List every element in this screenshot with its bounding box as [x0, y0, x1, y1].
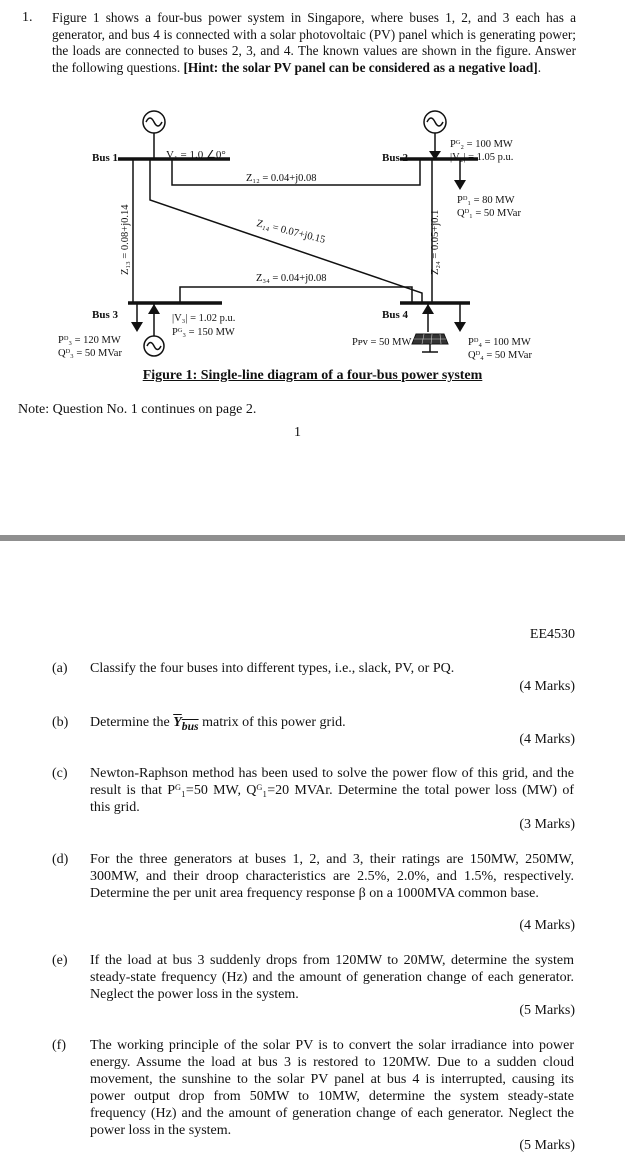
part-text: Classify the four buses into different types, i.e., slack, PV, or PQ. — [90, 661, 455, 676]
question-intro — [52, 10, 576, 76]
part-label: (b) — [52, 715, 69, 730]
load-3-arrow-icon — [131, 322, 143, 332]
continuation-note: Note: Question No. 1 continues on page 2. — [18, 402, 257, 417]
figure-caption: Figure 1: Single-line diagram of a four-bus power system — [142, 368, 483, 383]
bus-2-label: Bus 2 — [382, 152, 408, 164]
part-text-after: matrix of this power grid. — [198, 715, 346, 730]
z24-label: Z₂₄ = 0.05+j0.1 — [430, 209, 441, 275]
load-2-arrow-icon — [454, 180, 466, 190]
z13-label: Z₁₃ = 0.08+j0.14 — [120, 204, 131, 275]
marks-b: (4 Marks) — [519, 732, 575, 747]
gen3-arrow-icon — [148, 304, 160, 314]
bus-4-label: Bus 4 — [382, 309, 408, 321]
bus-1-label: Bus 1 — [92, 152, 118, 164]
question-number: 1. — [22, 10, 33, 25]
marks-c: (3 Marks) — [519, 817, 575, 832]
intro-hint: [Hint: the solar PV panel can be considered as a negative load] — [183, 59, 538, 75]
page-number: 1 — [294, 425, 301, 440]
pd1-label: Pᴰ₁ = 80 MW — [457, 195, 515, 206]
ppv-label: Pᴘᴠ = 50 MW — [352, 337, 412, 348]
pd4-label: Pᴰ₄ = 100 MW — [468, 337, 531, 348]
line-3-4 — [180, 287, 412, 303]
generator-3-sine-icon — [147, 343, 161, 350]
pv-arrow-icon — [422, 304, 434, 314]
part-label: (f) — [52, 1038, 66, 1053]
load-4-arrow-icon — [454, 322, 466, 332]
part-text: Newton-Raphson method has been used to solve the power flow of this grid, and the result is that Pᴳ₁=50 MW, Qᴳ₁=20 MVAr. Determine the total power loss (MW) of this grid. — [90, 766, 574, 815]
solar-panel-icon — [412, 334, 448, 352]
qd3-label: Qᴰ₃ = 50 MVar — [58, 348, 122, 359]
v3-label: |V₃| = 1.02 p.u. — [172, 313, 236, 324]
part-text: For the three generators at buses 1, 2, and 3, their ratings are 150MW, 250MW, 300MW, and their droop characteristics are 2.5%, 2.0%, and 1.5%, respectively. Determine the per unit area frequency response β on a 1000MVA common base. — [90, 852, 574, 901]
intro-text: Figure 1 shows a four-bus power system in Singapore, where buses 1, 2, and 3 each has a generator, and bus 4 is connected with a solar photovoltaic (PV) panel which is generating power; the loads are connected to buses 2, 3, and 4. The known values are shown in the figure. Answer the following questions. — [52, 10, 576, 75]
part-text: The working principle of the solar PV is to convert the solar irradiance into power energy. Assume the load at bus 3 is restored to 120MW. Due to a sudden cloud movement, the sunshine to the solar PV panel at bus 4 is interrupted, causing its power output drop from 50MW to 10MW, determine the system steady-state frequency (Hz) and the amount of generation change of each generator. Neglect the power loss in the system. — [90, 1038, 574, 1138]
marks-e: (5 Marks) — [519, 1003, 575, 1018]
part-text: If the load at bus 3 suddenly drops from 120MW to 20MW, determine the system steady-state frequency (Hz) and the amount of generation change of each generator. Neglect the power loss in the system. — [90, 953, 574, 1002]
single-line-diagram — [0, 100, 625, 370]
qd4-label: Qᴰ₄ = 50 MVar — [468, 350, 532, 361]
intro-end: . — [537, 59, 542, 75]
page-separator — [0, 535, 625, 541]
part-label: (a) — [52, 661, 68, 676]
part-label: (c) — [52, 766, 68, 781]
marks-a: (4 Marks) — [519, 679, 575, 694]
v2-label: |V₂| = 1.05 p.u. — [450, 152, 514, 163]
bus-3-label: Bus 3 — [92, 309, 118, 321]
ybus-subscript: bus — [181, 719, 199, 733]
z14-label: Z₁₄ = 0.07+j0.15 — [255, 218, 327, 246]
generator-1-sine-icon — [146, 118, 162, 126]
generator-2-sine-icon — [427, 118, 443, 126]
part-label: (e) — [52, 953, 68, 968]
marks-f: (5 Marks) — [519, 1138, 575, 1153]
z34-label: Z₃₄ = 0.04+j0.08 — [256, 273, 327, 284]
course-code: EE4530 — [529, 627, 575, 642]
part-label: (d) — [52, 852, 69, 867]
ybus-letter: Y — [173, 715, 182, 730]
marks-d: (4 Marks) — [519, 918, 575, 933]
part-text-before: Determine the — [90, 715, 174, 730]
pd3-label: Pᴰ₃ = 120 MW — [58, 335, 121, 346]
part-text — [90, 714, 574, 735]
v1-label: V₁ = 1.0 ∠0° — [166, 149, 226, 161]
z12-label: Z₁₂ = 0.04+j0.08 — [246, 173, 317, 184]
pg3-label: Pᴳ₃ = 150 MW — [172, 327, 235, 338]
pg2-label: Pᴳ₂ = 100 MW — [450, 139, 513, 150]
qd1-label: Qᴰ₁ = 50 MVar — [457, 208, 521, 219]
ybus-symbol — [173, 715, 199, 733]
